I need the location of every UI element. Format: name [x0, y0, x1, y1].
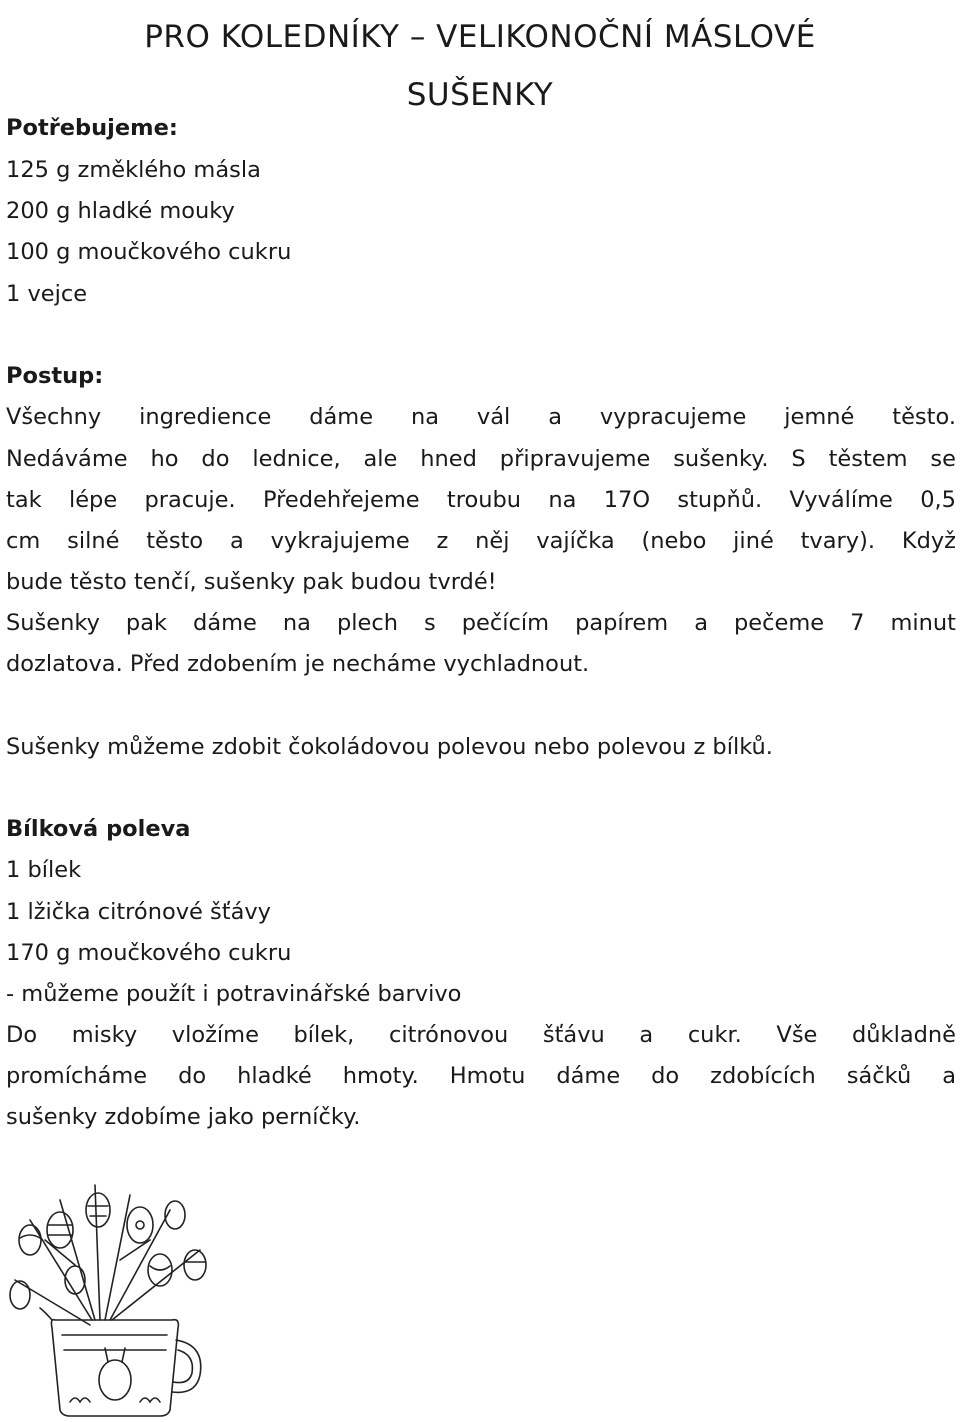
procedure-line: Nedáváme ho do lednice, ale hned připravujeme sušenky. S těstem se: [6, 446, 956, 472]
procedure-line: cm silné těsto a vykrajujeme z něj vajíčka (nebo jiné tvary). Když: [6, 528, 956, 554]
icing-item: - můžeme použít i potravinářské barvivo: [6, 981, 462, 1007]
procedure-heading: Postup:: [6, 363, 104, 389]
title-line-1: PRO KOLEDNÍKY – VELIKONOČNÍ MÁSLOVÉ: [144, 19, 816, 55]
ingredient-item: 200 g hladké mouky: [6, 198, 235, 224]
icing-item: 1 bílek: [6, 857, 82, 883]
procedure-line: dozlatova. Před zdobením je necháme vychladnout.: [6, 651, 590, 677]
icing-line: promícháme do hladké hmoty. Hmotu dáme do zdobících sáčků a: [6, 1063, 956, 1089]
decoration-note: Sušenky můžeme zdobit čokoládovou polevou nebo polevou z bílků.: [6, 734, 773, 760]
icing-line: Do misky vložíme bílek, citrónovou šťávu a cukr. Vše důkladně: [6, 1022, 956, 1048]
procedure-line: tak lépe pracuje. Předehřejeme troubu na 17O stupňů. Vyválíme 0,5: [6, 487, 956, 513]
ingredients-heading: Potřebujeme:: [6, 115, 178, 141]
icing-line: sušenky zdobíme jako perníčky.: [6, 1104, 361, 1130]
icing-item: 1 lžička citrónové šťávy: [6, 899, 271, 925]
ingredient-item: 1 vejce: [6, 281, 88, 307]
icing-item: 170 g moučkového cukru: [6, 940, 292, 966]
procedure-line: Všechny ingredience dáme na vál a vypracujeme jemné těsto.: [6, 404, 956, 430]
easter-egg-vase-icon: [0, 1170, 250, 1420]
page-title: [0, 8, 960, 124]
title-line-2: SUŠENKY: [406, 77, 554, 113]
procedure-line: Sušenky pak dáme na plech s pečícím papírem a pečeme 7 minut: [6, 610, 956, 636]
ingredient-item: 100 g moučkového cukru: [6, 239, 292, 265]
ingredient-item: 125 g změklého másla: [6, 157, 261, 183]
procedure-line: bude těsto tenčí, sušenky pak budou tvrdé!: [6, 569, 497, 595]
icing-heading: Bílková poleva: [6, 816, 191, 842]
